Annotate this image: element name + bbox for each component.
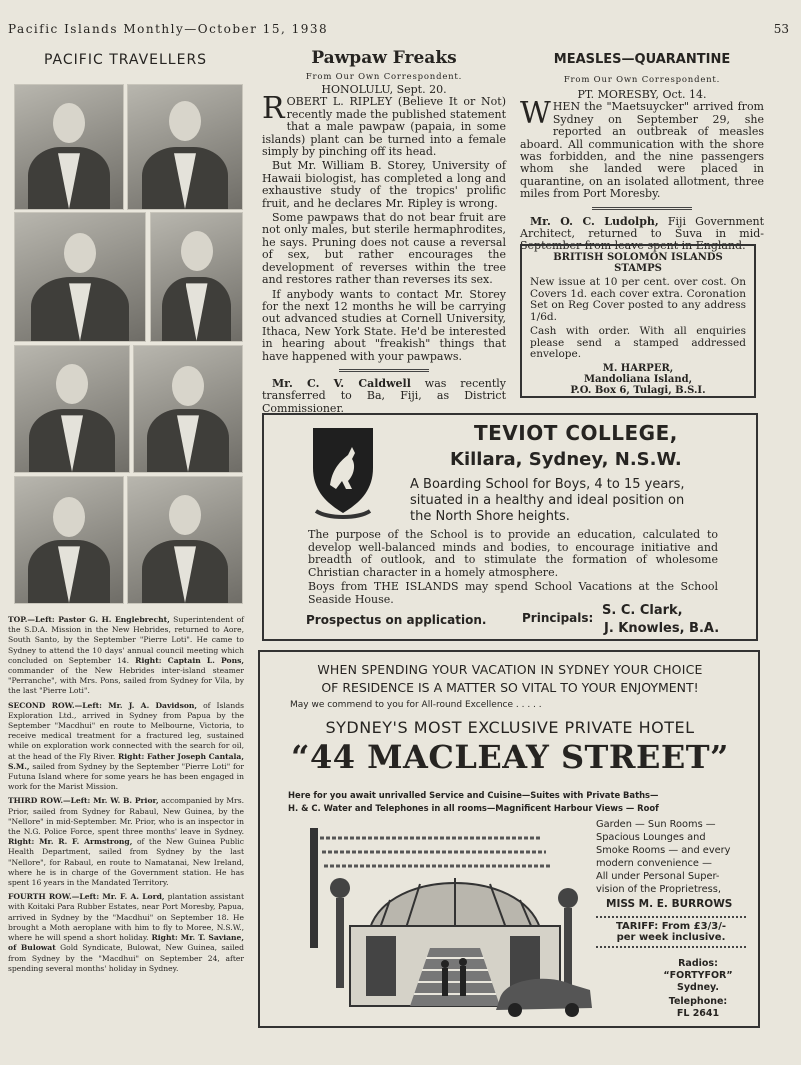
caption-third-row: THIRD ROW.—Left: Mr. W. B. Prior, accompanied by Mrs. Prior, sailed from Sydney for Rabaul, New Guinea, by the "Nellore" in mid-September. Mr. Prior, who is an inspector in the N.G. Police Force, spent three months' leave in Sydney. Right: Mr. R. F. Armstrong, of the New Guinea Public Health Department, sailed from Sydney by the last "Nellore", for Rabaul, en route to Namatanai, New Ireland, where he is in charge of the Government station. He has spent 16 years in the Mandated Territory. — [8, 796, 245, 888]
photo-saviane — [127, 476, 243, 604]
measles-title: MEASLES—QUARANTINE — [553, 52, 731, 67]
stamps-issue: New issue at 10 per cent. over cost. On Covers 1d. each cover extra. Coronation Set on Reg Cover posted to any address 1/6d. — [530, 276, 746, 323]
hotel-name: “44 MACLEAY STREET” — [291, 738, 729, 776]
teviot-subtitle: Killara, Sydney, N.S.W. — [450, 449, 682, 470]
stamps-name: M. HARPER, — [602, 362, 674, 374]
stamps-subtitle: STAMPS — [614, 263, 662, 274]
measles-dateline: PT. MORESBY, Oct. 14. — [577, 88, 707, 101]
caldwell-item: Mr. C. V. Caldwell was recently transferred to Ba, Fiji, as District Commissioner. — [262, 376, 506, 415]
stamps-advert — [520, 244, 756, 398]
photo-armstrong — [133, 345, 243, 473]
pawpaw-article — [262, 48, 506, 415]
pawpaw-title: Pawpaw Freaks — [311, 48, 457, 68]
hotel-banner-line2: OF RESIDENCE IS A MATTER SO VITAL TO YOUR ENJOYMENT! — [321, 680, 699, 695]
hotel-telephone: Telephone: FL 2641 — [668, 996, 728, 1019]
teviot-principal-knowles: J. Knowles, B.A. — [604, 621, 720, 636]
travellers-title: PACIFIC TRAVELLERS — [44, 52, 208, 68]
photo-lord — [14, 476, 124, 604]
photo-cantala — [150, 212, 243, 342]
teviot-principal-clark: S. C. Clark, — [602, 603, 683, 618]
measles-dropcap: W — [520, 96, 551, 132]
measles-body: WHEN the "Maetsuycker" arrived from Sydney on September 29, she reported an outbreak of measles aboard. All communication with the shore was forbidden, and the nine passengers whom she landed were placed in quarantine, on an isolated allotment, three miles from Port Moresby. — [520, 96, 764, 201]
pawpaw-correspondent: From Our Own Correspondent. — [305, 72, 463, 82]
photo-englebrecht — [14, 84, 124, 210]
caption-fourth-row: FOURTH ROW.—Left: Mr. F. A. Lord, plantation assistant with Koitaki Para Rubber Estates, near Port Moresby, Papua, arrived in Sydney by the "Macdhui" on September 18. He brought a Moth aeroplane with him to fly to Moree, N.S.W., where he will spend a short holiday. Right: Mr. T. Saviane, of Bulowat Gold Syndicate, Bulowat, New Guinea, sailed from Sydney by the "Macdhui" on September 24, after spending several months' holiday in Sydney. — [8, 892, 245, 973]
photo-pons — [127, 84, 243, 210]
pawpaw-dropcap: R — [262, 91, 285, 127]
stamps-address2: P.O. Box 6, Tulagi, B.S.I. — [570, 384, 706, 396]
caption-top-row: TOP.—Left: Pastor G. H. Englebrecht, Superintendent of the S.D.A. Mission in the New Hebrides, returned to Aore, South Santo, by the September "Pierre Loti". He came to Sydney to attend the 10 days' annual council meeting which concluded on September 14. Right: Captain L. Pons, commander of the New Hebrides inter-island steamer "Perranche", with Mrs. Pons, sailed from Sydney for Vila, by the last "Pierre Loti". — [8, 615, 245, 696]
hotel-proprietress: MISS M. E. BURROWS — [606, 898, 733, 910]
hotel-tagline: SYDNEY'S MOST EXCLUSIVE PRIVATE HOTEL — [325, 718, 695, 737]
caption-second-row: SECOND ROW.—Left: Mr. J. A. Davidson, of Islands Exploration Ltd., arrived in Sydney from Papua by the September "Macdhui" en route to Melbourne, Victoria, to receive medical treatment for a fractured leg, sustained while on exploration work connected with the search for oil, at the head of the Fly River. Right: Father Joseph Cantala, S.M., sailed from Sydney by the September "Pierre Loti" for Futuna Island where for some years he has been engaged in work for the Marist Mission. — [8, 700, 244, 792]
measles-article — [520, 52, 764, 253]
teviot-title: TEVIOT COLLEGE, — [474, 421, 678, 445]
measles-correspondent: From Our Own Correspondent. — [563, 75, 721, 85]
running-header — [8, 22, 793, 36]
teviot-crest-icon — [308, 423, 378, 523]
pawpaw-body: ROBERT L. RIPLEY (Believe It or Not) recently made the published statement that a male pawpaw (papaia, in some islands) plant can be turned into a female simply by pinching off its head. But Mr. William B. Storey, University of Hawaii biologist, has completed a long and exhaustive study of the tropics' prolific fruit, and he declares Mr. Ripley is wrong. Some pawpaws that do not bear fruit are not only males, but sterile hermaphrodites, he says. Pruning does not cause a reversal of sex, but rather encourages the development of reverses within the tree and restores rather than reverses its sex. If anybody wants to contact Mr. Storey for the next 12 months he will be carrying out advanced studies at Cornell University, Ithaca, New York State. He'd be interested in hearing about "freakish" things that have happened with your pawpaws. — [262, 91, 506, 363]
page-number: 53 — [773, 22, 789, 36]
stamps-title: BRITISH SOLOMON ISLANDS — [553, 252, 723, 263]
teviot-tagline: A Boarding School for Boys, 4 to 15 years, situated in a healthy and ideal position on the North Shore heights. — [410, 477, 685, 524]
ludolph-item: Mr. O. C. Ludolph, Fiji Government Architect, returned to Suva in mid-September from leave spent in England. — [520, 214, 764, 253]
stamps-address1: Mandoliana Island, — [583, 373, 693, 385]
hotel-radios: Radios: “FORTYFOR” Sydney. — [663, 958, 733, 993]
hotel-features-line2: H. & C. Water and Telephones in all rooms—Magnificent Harbour Views — Roof — [288, 803, 659, 813]
hotel-commend: May we commend to you for All-round Excellence . . . . . — [290, 700, 542, 710]
measles-divider — [592, 207, 692, 210]
photo-davidson — [14, 212, 146, 342]
teviot-principals-label: Principals: — [522, 611, 594, 625]
hotel-tariff: TARIFF: From £3/3/- per week inclusive. — [596, 916, 746, 948]
hotel-advert — [258, 650, 760, 1028]
teviot-advert — [262, 413, 758, 641]
stamps-order: Cash with order. With all enquiries please send a stamped addressed envelope. — [530, 325, 746, 360]
running-title: Pacific Islands Monthly—October 15, 1938 — [8, 22, 329, 36]
hotel-amenities: Garden — Sun Rooms — Spacious Lounges and Smoke Rooms — and every modern convenience — All under Personal Super- vision of the Proprietress, — [596, 819, 731, 895]
teviot-purpose: The purpose of the School is to provide an education, calculated to develop well-balanced minds and bodies, to encourage initiative and breadth of outlook, and to stimulate the formation of wholesome Christian character in a homely atmosphere. — [308, 528, 718, 579]
hotel-banner-line1: WHEN SPENDING YOUR VACATION IN SYDNEY YOUR CHOICE — [317, 662, 703, 677]
hotel-illustration — [310, 818, 596, 1018]
photo-prior — [14, 345, 130, 473]
travellers-captions — [8, 615, 244, 978]
hotel-features-line1: Here for you await unrivalled Service and Cuisine—Suites with Private Baths— — [288, 790, 659, 800]
pawpaw-dateline: HONOLULU, Sept. 20. — [321, 83, 447, 96]
teviot-prospectus: Prospectus on application. — [306, 613, 487, 627]
teviot-vacations: Boys from THE ISLANDS may spend School Vacations at the School Seaside House. — [308, 580, 718, 606]
pawpaw-divider — [339, 369, 429, 372]
